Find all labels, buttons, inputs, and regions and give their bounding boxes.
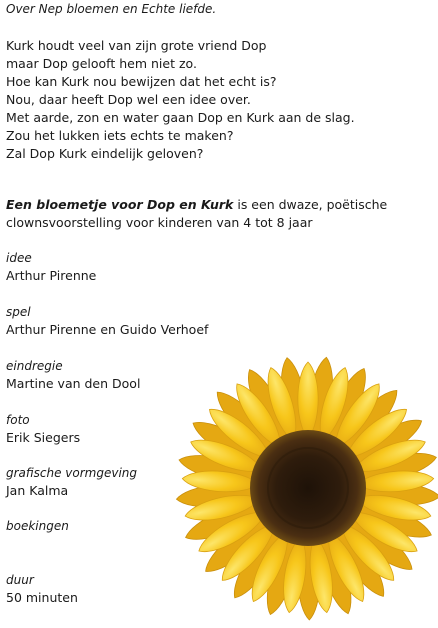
intro-line: Kurk houdt veel van zijn grote vriend Dop (6, 38, 267, 53)
credit-label: boekingen (6, 519, 69, 533)
credit-value: Martine van den Dool (6, 376, 141, 391)
credit-label: spel (6, 305, 31, 319)
show-title: Een bloemetje voor Dop en Kurk (6, 197, 234, 212)
intro-line: Zal Dop Kurk eindelijk geloven? (6, 146, 204, 161)
intro-line: Nou, daar heeft Dop wel een idee over. (6, 92, 251, 107)
credit-value: Erik Siegers (6, 430, 81, 445)
intro-line: Met aarde, zon en water gaan Dop en Kurk aan de slag. (6, 110, 355, 125)
credit-boekingen (6, 518, 69, 535)
credit-idee (6, 250, 96, 284)
credit-label: idee (6, 251, 32, 265)
credit-value: Jan Kalma (6, 483, 69, 498)
credit-value: 50 minuten (6, 590, 78, 605)
credit-value: Arthur Pirenne (6, 268, 97, 283)
credit-label: grafische vormgeving (6, 466, 138, 480)
tagline: Over Nep bloemen en Echte liefde. (6, 2, 217, 16)
intro-line: Hoe kan Kurk nou bewijzen dat het echt is? (6, 74, 277, 89)
description-text: is een dwaze, poëtische clownsvoorstelling voor kinderen van 4 tot 8 jaar (6, 197, 388, 230)
intro-line: Zou het lukken iets echts te maken? (6, 128, 234, 143)
credit-value: Arthur Pirenne en Guido Verhoef (6, 322, 209, 337)
intro-text (6, 37, 355, 163)
sunflower-image (168, 352, 438, 628)
credit-label: foto (6, 413, 30, 427)
credit-duur (6, 572, 78, 606)
intro-line: maar Dop gelooft hem niet zo. (6, 56, 197, 71)
credit-label: eindregie (6, 359, 63, 373)
credit-spel (6, 304, 208, 338)
credit-label: duur (6, 573, 34, 587)
show-description (6, 196, 416, 232)
credit-foto (6, 412, 80, 446)
credit-eindregie (6, 358, 140, 392)
credit-vormgeving (6, 465, 137, 499)
